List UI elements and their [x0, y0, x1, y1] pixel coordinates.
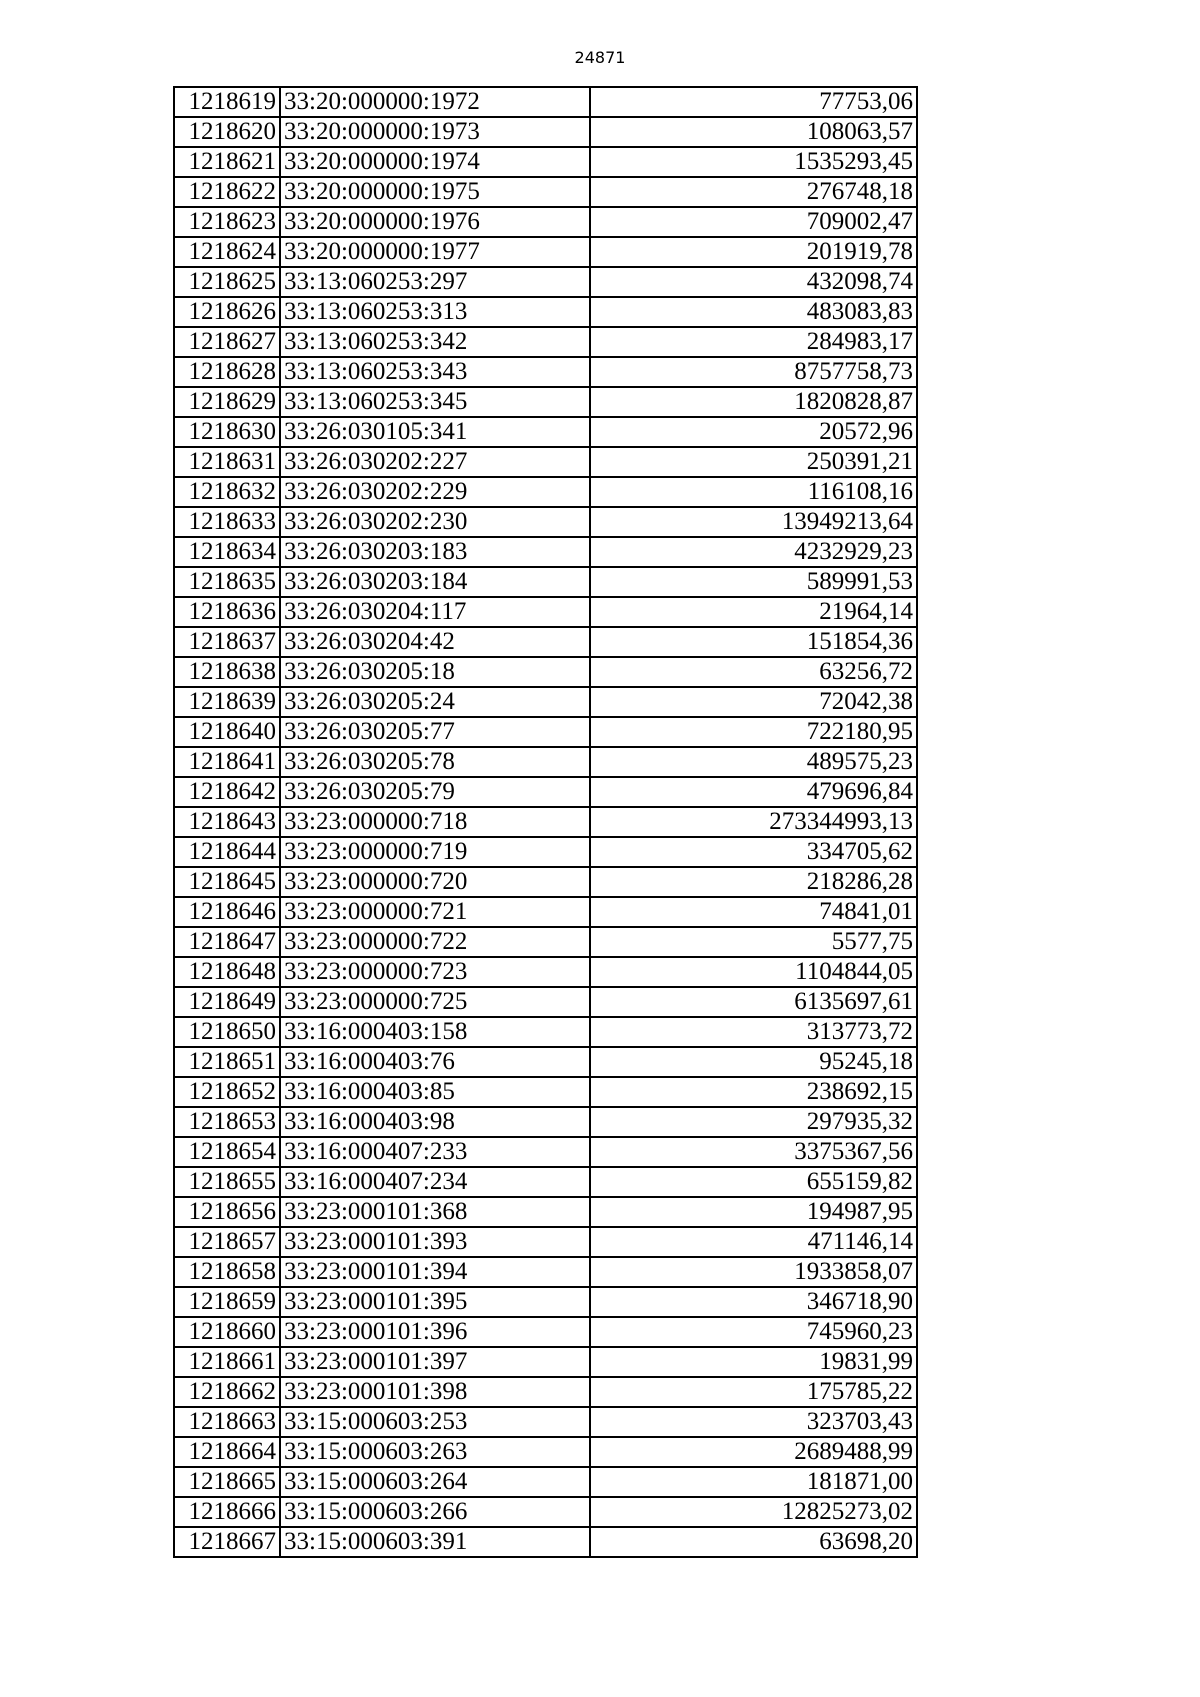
cadastral-value-cell: 323703,43 — [590, 1407, 917, 1437]
cadastral-number-cell: 33:20:000000:1973 — [280, 117, 590, 147]
table-row — [174, 267, 917, 297]
table-row — [174, 1227, 917, 1257]
row-id-cell: 1218643 — [174, 807, 280, 837]
cadastral-value-cell: 181871,00 — [590, 1467, 917, 1497]
table-row — [174, 1137, 917, 1167]
cadastral-value-cell: 116108,16 — [590, 477, 917, 507]
cadastral-value-cell: 72042,38 — [590, 687, 917, 717]
cadastral-value-cell: 483083,83 — [590, 297, 917, 327]
cadastral-number-cell: 33:23:000101:394 — [280, 1257, 590, 1287]
cadastral-number-cell: 33:13:060253:342 — [280, 327, 590, 357]
table-row — [174, 357, 917, 387]
cadastral-value-table — [173, 86, 918, 1558]
row-id-cell: 1218635 — [174, 567, 280, 597]
cadastral-value-cell: 4232929,23 — [590, 537, 917, 567]
cadastral-value-cell: 194987,95 — [590, 1197, 917, 1227]
table-row — [174, 177, 917, 207]
cadastral-number-cell: 33:20:000000:1976 — [280, 207, 590, 237]
cadastral-value-cell: 218286,28 — [590, 867, 917, 897]
row-id-cell: 1218642 — [174, 777, 280, 807]
row-id-cell: 1218632 — [174, 477, 280, 507]
row-id-cell: 1218654 — [174, 1137, 280, 1167]
table-row — [174, 207, 917, 237]
table-row — [174, 927, 917, 957]
cadastral-number-cell: 33:26:030203:184 — [280, 567, 590, 597]
cadastral-number-cell: 33:15:000603:266 — [280, 1497, 590, 1527]
cadastral-number-cell: 33:26:030105:341 — [280, 417, 590, 447]
row-id-cell: 1218633 — [174, 507, 280, 537]
cadastral-number-cell: 33:20:000000:1974 — [280, 147, 590, 177]
table-row — [174, 987, 917, 1017]
cadastral-number-cell: 33:23:000101:398 — [280, 1377, 590, 1407]
row-id-cell: 1218636 — [174, 597, 280, 627]
table-row — [174, 957, 917, 987]
cadastral-value-cell: 63256,72 — [590, 657, 917, 687]
table-row — [174, 777, 917, 807]
row-id-cell: 1218631 — [174, 447, 280, 477]
row-id-cell: 1218626 — [174, 297, 280, 327]
cadastral-value-cell: 77753,06 — [590, 87, 917, 117]
row-id-cell: 1218658 — [174, 1257, 280, 1287]
cadastral-number-cell: 33:23:000000:722 — [280, 927, 590, 957]
cadastral-number-cell: 33:23:000101:397 — [280, 1347, 590, 1377]
cadastral-number-cell: 33:15:000603:264 — [280, 1467, 590, 1497]
table-row — [174, 147, 917, 177]
row-id-cell: 1218659 — [174, 1287, 280, 1317]
table-row — [174, 327, 917, 357]
row-id-cell: 1218638 — [174, 657, 280, 687]
cadastral-number-cell: 33:23:000000:720 — [280, 867, 590, 897]
table-row — [174, 417, 917, 447]
table-row — [174, 657, 917, 687]
row-id-cell: 1218623 — [174, 207, 280, 237]
table-row — [174, 1197, 917, 1227]
page-number: 24871 — [574, 48, 626, 67]
cadastral-value-cell: 108063,57 — [590, 117, 917, 147]
cadastral-value-cell: 1104844,05 — [590, 957, 917, 987]
table-row — [174, 1377, 917, 1407]
cadastral-number-cell: 33:23:000000:725 — [280, 987, 590, 1017]
row-id-cell: 1218624 — [174, 237, 280, 267]
row-id-cell: 1218651 — [174, 1047, 280, 1077]
row-id-cell: 1218629 — [174, 387, 280, 417]
table-row — [174, 237, 917, 267]
cadastral-value-cell: 6135697,61 — [590, 987, 917, 1017]
cadastral-value-cell: 655159,82 — [590, 1167, 917, 1197]
cadastral-number-cell: 33:16:000403:76 — [280, 1047, 590, 1077]
table-row — [174, 1257, 917, 1287]
row-id-cell: 1218640 — [174, 717, 280, 747]
table-row — [174, 537, 917, 567]
cadastral-number-cell: 33:13:060253:313 — [280, 297, 590, 327]
cadastral-value-cell: 201919,78 — [590, 237, 917, 267]
cadastral-value-cell: 722180,95 — [590, 717, 917, 747]
row-id-cell: 1218656 — [174, 1197, 280, 1227]
row-id-cell: 1218641 — [174, 747, 280, 777]
cadastral-number-cell: 33:15:000603:253 — [280, 1407, 590, 1437]
table-row — [174, 1497, 917, 1527]
cadastral-value-cell: 151854,36 — [590, 627, 917, 657]
cadastral-number-cell: 33:23:000101:395 — [280, 1287, 590, 1317]
cadastral-number-cell: 33:26:030202:227 — [280, 447, 590, 477]
table-row — [174, 1407, 917, 1437]
cadastral-number-cell: 33:26:030205:18 — [280, 657, 590, 687]
cadastral-number-cell: 33:26:030203:183 — [280, 537, 590, 567]
row-id-cell: 1218628 — [174, 357, 280, 387]
cadastral-value-cell: 313773,72 — [590, 1017, 917, 1047]
row-id-cell: 1218661 — [174, 1347, 280, 1377]
cadastral-number-cell: 33:16:000403:98 — [280, 1107, 590, 1137]
cadastral-number-cell: 33:16:000407:234 — [280, 1167, 590, 1197]
cadastral-value-cell: 276748,18 — [590, 177, 917, 207]
row-id-cell: 1218619 — [174, 87, 280, 117]
row-id-cell: 1218667 — [174, 1527, 280, 1557]
cadastral-value-cell: 709002,47 — [590, 207, 917, 237]
table-row — [174, 567, 917, 597]
cadastral-value-cell: 346718,90 — [590, 1287, 917, 1317]
row-id-cell: 1218663 — [174, 1407, 280, 1437]
table-row — [174, 477, 917, 507]
cadastral-number-cell: 33:20:000000:1977 — [280, 237, 590, 267]
cadastral-value-cell: 334705,62 — [590, 837, 917, 867]
cadastral-value-cell: 250391,21 — [590, 447, 917, 477]
row-id-cell: 1218646 — [174, 897, 280, 927]
row-id-cell: 1218657 — [174, 1227, 280, 1257]
cadastral-number-cell: 33:13:060253:343 — [280, 357, 590, 387]
cadastral-value-cell: 745960,23 — [590, 1317, 917, 1347]
cadastral-number-cell: 33:23:000101:368 — [280, 1197, 590, 1227]
cadastral-value-cell: 489575,23 — [590, 747, 917, 777]
cadastral-number-cell: 33:26:030205:24 — [280, 687, 590, 717]
row-id-cell: 1218655 — [174, 1167, 280, 1197]
cadastral-number-cell: 33:15:000603:391 — [280, 1527, 590, 1557]
cadastral-value-cell: 12825273,02 — [590, 1497, 917, 1527]
table-row — [174, 1047, 917, 1077]
row-id-cell: 1218649 — [174, 987, 280, 1017]
cadastral-value-cell: 175785,22 — [590, 1377, 917, 1407]
cadastral-value-cell: 63698,20 — [590, 1527, 917, 1557]
cadastral-number-cell: 33:26:030204:117 — [280, 597, 590, 627]
row-id-cell: 1218637 — [174, 627, 280, 657]
table-row — [174, 1017, 917, 1047]
cadastral-value-cell: 20572,96 — [590, 417, 917, 447]
cadastral-number-cell: 33:15:000603:263 — [280, 1437, 590, 1467]
cadastral-number-cell: 33:16:000403:85 — [280, 1077, 590, 1107]
row-id-cell: 1218647 — [174, 927, 280, 957]
cadastral-number-cell: 33:20:000000:1975 — [280, 177, 590, 207]
cadastral-value-cell: 2689488,99 — [590, 1437, 917, 1467]
table-row — [174, 717, 917, 747]
table-row — [174, 1107, 917, 1137]
cadastral-value-cell: 95245,18 — [590, 1047, 917, 1077]
table-row — [174, 627, 917, 657]
cadastral-number-cell: 33:13:060253:297 — [280, 267, 590, 297]
table-row — [174, 447, 917, 477]
cadastral-value-cell: 5577,75 — [590, 927, 917, 957]
table-row — [174, 1167, 917, 1197]
cadastral-number-cell: 33:26:030205:78 — [280, 747, 590, 777]
table-row — [174, 1317, 917, 1347]
row-id-cell: 1218652 — [174, 1077, 280, 1107]
row-id-cell: 1218665 — [174, 1467, 280, 1497]
table-body — [174, 87, 917, 1557]
table-row — [174, 1527, 917, 1557]
cadastral-value-cell: 1933858,07 — [590, 1257, 917, 1287]
cadastral-number-cell: 33:26:030205:77 — [280, 717, 590, 747]
table-row — [174, 1437, 917, 1467]
cadastral-value-cell: 273344993,13 — [590, 807, 917, 837]
cadastral-number-cell: 33:23:000101:393 — [280, 1227, 590, 1257]
row-id-cell: 1218650 — [174, 1017, 280, 1047]
table-row — [174, 1077, 917, 1107]
cadastral-number-cell: 33:13:060253:345 — [280, 387, 590, 417]
cadastral-value-cell: 21964,14 — [590, 597, 917, 627]
cadastral-value-cell: 238692,15 — [590, 1077, 917, 1107]
row-id-cell: 1218639 — [174, 687, 280, 717]
row-id-cell: 1218630 — [174, 417, 280, 447]
cadastral-value-cell: 479696,84 — [590, 777, 917, 807]
table-row — [174, 1287, 917, 1317]
cadastral-number-cell: 33:16:000407:233 — [280, 1137, 590, 1167]
row-id-cell: 1218653 — [174, 1107, 280, 1137]
cadastral-number-cell: 33:20:000000:1972 — [280, 87, 590, 117]
table-row — [174, 687, 917, 717]
cadastral-number-cell: 33:16:000403:158 — [280, 1017, 590, 1047]
cadastral-number-cell: 33:23:000000:723 — [280, 957, 590, 987]
cadastral-number-cell: 33:26:030202:230 — [280, 507, 590, 537]
table-row — [174, 117, 917, 147]
cadastral-value-cell: 284983,17 — [590, 327, 917, 357]
row-id-cell: 1218666 — [174, 1497, 280, 1527]
cadastral-value-cell: 471146,14 — [590, 1227, 917, 1257]
table-row — [174, 1347, 917, 1377]
cadastral-number-cell: 33:23:000000:719 — [280, 837, 590, 867]
table-row — [174, 297, 917, 327]
cadastral-number-cell: 33:26:030205:79 — [280, 777, 590, 807]
row-id-cell: 1218625 — [174, 267, 280, 297]
cadastral-number-cell: 33:23:000101:396 — [280, 1317, 590, 1347]
row-id-cell: 1218622 — [174, 177, 280, 207]
row-id-cell: 1218621 — [174, 147, 280, 177]
table-row — [174, 387, 917, 417]
cadastral-value-cell: 589991,53 — [590, 567, 917, 597]
table-row — [174, 837, 917, 867]
table-row — [174, 507, 917, 537]
table-row — [174, 807, 917, 837]
row-id-cell: 1218664 — [174, 1437, 280, 1467]
row-id-cell: 1218634 — [174, 537, 280, 567]
cadastral-value-cell: 13949213,64 — [590, 507, 917, 537]
table-row — [174, 897, 917, 927]
row-id-cell: 1218662 — [174, 1377, 280, 1407]
cadastral-number-cell: 33:23:000000:718 — [280, 807, 590, 837]
cadastral-number-cell: 33:26:030204:42 — [280, 627, 590, 657]
cadastral-value-cell: 3375367,56 — [590, 1137, 917, 1167]
cadastral-value-cell: 432098,74 — [590, 267, 917, 297]
cadastral-number-cell: 33:23:000000:721 — [280, 897, 590, 927]
table-row — [174, 1467, 917, 1497]
cadastral-value-cell: 8757758,73 — [590, 357, 917, 387]
table-row — [174, 747, 917, 777]
row-id-cell: 1218620 — [174, 117, 280, 147]
row-id-cell: 1218645 — [174, 867, 280, 897]
table-row — [174, 597, 917, 627]
row-id-cell: 1218660 — [174, 1317, 280, 1347]
table-row — [174, 87, 917, 117]
cadastral-value-cell: 19831,99 — [590, 1347, 917, 1377]
cadastral-value-cell: 1535293,45 — [590, 147, 917, 177]
cadastral-value-cell: 1820828,87 — [590, 387, 917, 417]
table-row — [174, 867, 917, 897]
cadastral-value-cell: 74841,01 — [590, 897, 917, 927]
row-id-cell: 1218644 — [174, 837, 280, 867]
row-id-cell: 1218648 — [174, 957, 280, 987]
cadastral-value-cell: 297935,32 — [590, 1107, 917, 1137]
cadastral-number-cell: 33:26:030202:229 — [280, 477, 590, 507]
row-id-cell: 1218627 — [174, 327, 280, 357]
